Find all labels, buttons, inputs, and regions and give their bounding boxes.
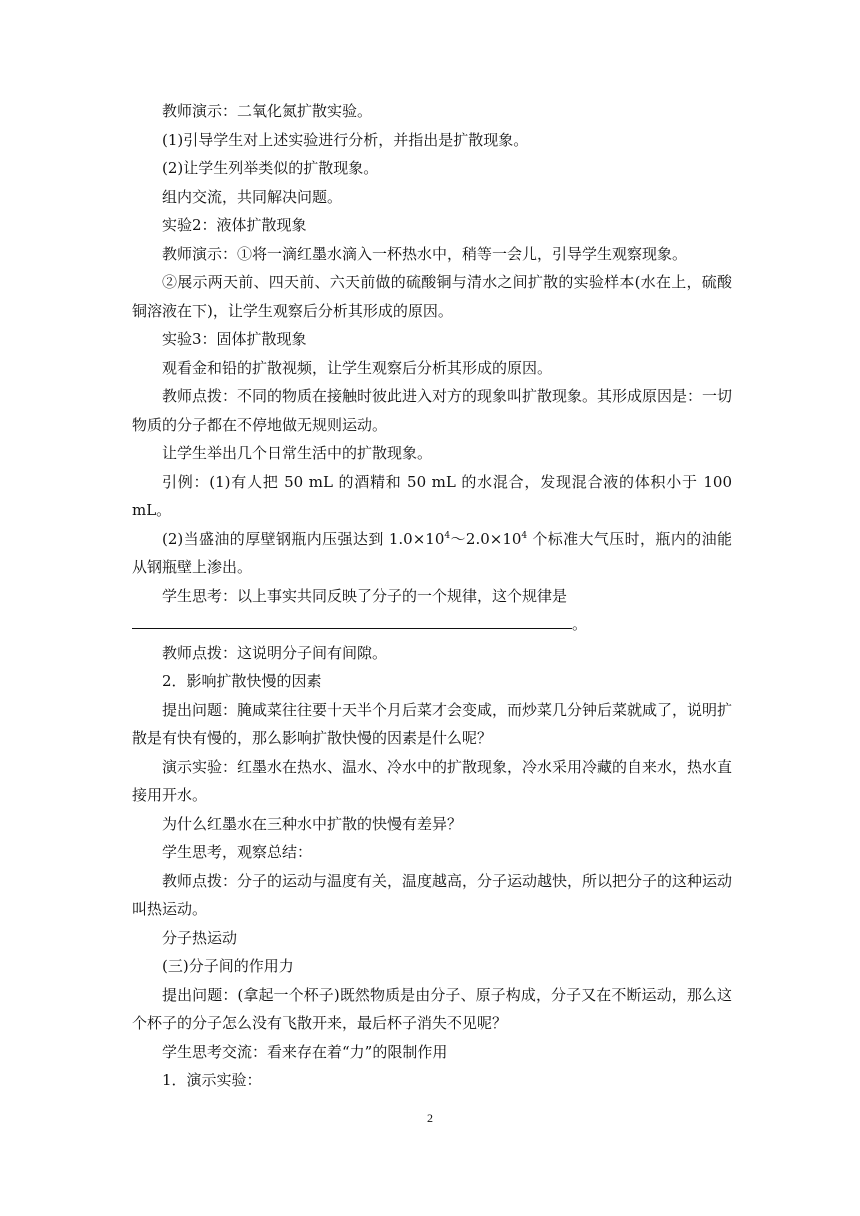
pressure-paragraph — [132, 525, 732, 582]
paragraph: 演示实验：红墨水在热水、温水、冷水中的扩散现象，冷水采用冷藏的自来水，热水直接用开水。 — [132, 757, 733, 804]
page-body — [132, 97, 732, 1095]
paragraph: 教师演示：①将一滴红墨水滴入一杯热水中，稍等一会儿，引导学生观察现象。 — [162, 244, 688, 263]
exponent: 4 — [521, 530, 528, 541]
paragraph: 学生思考，观察总结： — [162, 843, 313, 861]
paragraph: 教师点拨：不同的物质在接触时彼此进入对方的现象叫扩散现象。其形成原因是：一切物质的分子都在不停地做无规则运动。 — [132, 387, 733, 434]
answer-blank-line — [132, 612, 572, 629]
paragraph: 引例：(1)有人把 50 mL 的酒精和 50 mL 的水混合，发现混合液的体积小于 100 mL。 — [132, 472, 732, 519]
paragraph: ②展示两天前、四天前、六天前做的硫酸铜与清水之间扩散的实验样本(水在上，硫酸铜溶液在下)，让学生观察后分析其形成的原因。 — [132, 273, 732, 320]
paragraph: 分子热运动 — [162, 928, 238, 947]
paragraph: 为什么红墨水在三种水中扩散的快慢有差异？ — [162, 814, 463, 833]
paragraph: (1)引导学生对上述实验进行分析，并指出是扩散现象。 — [162, 130, 529, 149]
paragraph: 实验3：固体扩散现象 — [162, 330, 307, 348]
section-heading: (三)分子间的作用力 — [162, 957, 294, 975]
paragraph: 教师点拨：这说明分子间有间隙。 — [162, 643, 388, 662]
paragraph: 1．演示实验： — [162, 1071, 262, 1089]
paragraph: 让学生举出几个日常生活中的扩散现象。 — [162, 444, 433, 462]
paragraph: 实验2：液体扩散现象 — [162, 216, 307, 234]
section-heading: 2．影响扩散快慢的因素 — [162, 672, 322, 690]
blank-end-punct: 。 — [572, 615, 588, 633]
paragraph: 观看金和铅的扩散视频，让学生观察后分析其形成的原因。 — [162, 358, 553, 377]
paragraph: 教师演示：二氧化氮扩散实验。 — [162, 102, 373, 120]
paragraph: 学生思考：以上事实共同反映了分子的一个规律，这个规律是 — [162, 586, 568, 605]
paragraph: 学生思考交流：看来存在着“力”的限制作用 — [162, 1042, 448, 1061]
exponent: 4 — [444, 530, 451, 541]
paragraph: 组内交流，共同解决问题。 — [162, 187, 343, 206]
pressure-text-before: (2)当盛油的厚壁钢瓶内压强达到 1.0×10 — [162, 529, 445, 548]
pressure-text-after: 个标准大气压时，瓶内的油能从钢瓶壁上渗出。 — [132, 529, 732, 576]
fill-in-blank — [132, 610, 732, 639]
page-number: 2 — [427, 1111, 433, 1125]
paragraph: 提出问题：(拿起一个杯子)既然物质是由分子、原子构成，分子又在不断运动，那么这个杯子的分子怎么没有飞散开来，最后杯子消失不见呢？ — [132, 985, 732, 1032]
pressure-text-middle: ～2.0×10 — [450, 529, 522, 548]
paragraph: 提出问题：腌咸菜往往要十天半个月后菜才会变咸，而炒菜几分钟后菜就咸了，说明扩散是有快有慢的，那么影响扩散快慢的因素是什么呢？ — [132, 700, 733, 747]
paragraph: (2)让学生列举类似的扩散现象。 — [162, 159, 379, 177]
paragraph: 教师点拨：分子的运动与温度有关，温度越高，分子运动越快，所以把分子的这种运动叫热运动。 — [132, 871, 733, 918]
